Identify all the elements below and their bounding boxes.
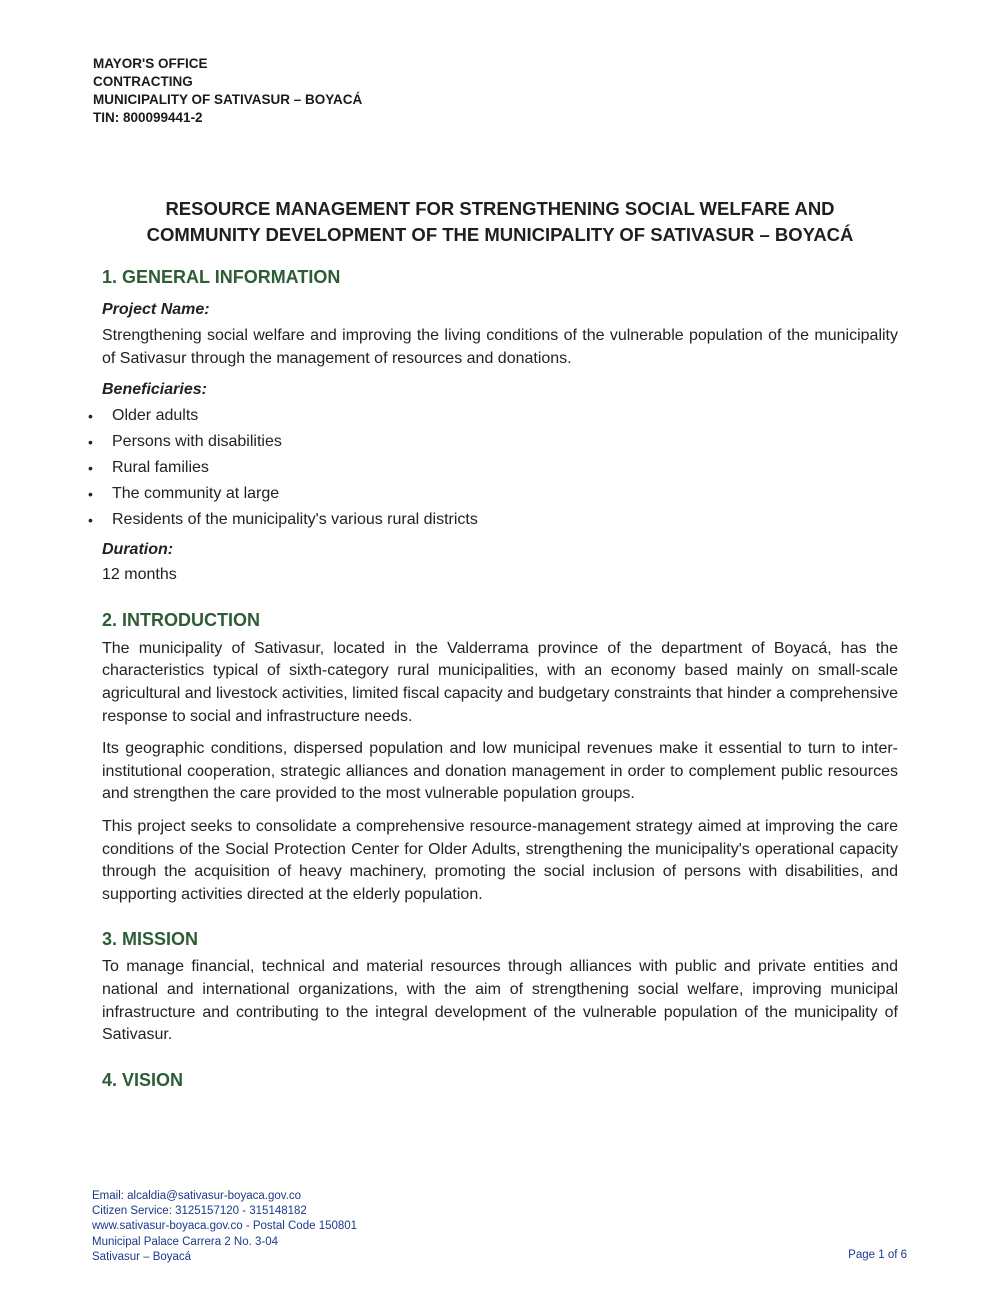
header-department: CONTRACTING bbox=[93, 74, 193, 89]
duration-text: 12 months bbox=[102, 566, 177, 584]
bullet-icon: • bbox=[88, 434, 93, 451]
list-item-text: Older adults bbox=[112, 407, 199, 425]
footer-contact bbox=[92, 1189, 357, 1265]
bullet-icon: • bbox=[88, 408, 93, 425]
project-name-label: Project Name: bbox=[102, 301, 210, 318]
page-number: Page 1 of 6 bbox=[848, 1249, 907, 1261]
beneficiaries-list bbox=[88, 403, 898, 533]
footer-city: Sativasur – Boyacá bbox=[92, 1250, 192, 1263]
list-item-text: Rural families bbox=[112, 459, 209, 477]
title-line-1: RESOURCE MANAGEMENT FOR STRENGTHENING SOCIAL WELFARE AND bbox=[165, 198, 835, 219]
letterhead bbox=[93, 55, 362, 127]
section-heading-introduction: 2. INTRODUCTION bbox=[102, 609, 261, 630]
bullet-icon: • bbox=[88, 512, 93, 529]
duration-label: Duration: bbox=[102, 541, 174, 559]
list-item bbox=[88, 455, 898, 481]
document-body bbox=[88, 264, 898, 1093]
header-tin: TIN: 800099441-2 bbox=[93, 110, 203, 125]
footer-website: www.sativasur-boyaca.gov.co - Postal Code 150801 bbox=[92, 1220, 358, 1233]
project-name-text: Strengthening social welfare and improving the living conditions of the vulnerable population of the municipality of Sativasur through the management of resources and donations. bbox=[102, 327, 898, 367]
beneficiaries-label: Beneficiaries: bbox=[102, 381, 207, 399]
bullet-icon: • bbox=[88, 486, 93, 503]
section-heading-mission: 3. MISSION bbox=[102, 929, 199, 950]
footer-address: Municipal Palace Carrera 2 No. 3-04 bbox=[92, 1235, 279, 1248]
list-item-text: Persons with disabilities bbox=[112, 433, 282, 451]
mission-paragraph: To manage financial, technical and material resources through alliances with public and private entities and national and international organizations, with the aim of strengthening social welfare, improving municipal infrastructure and contributing to the integral development of the vulnerable population of the municipality of Sativasur. bbox=[102, 958, 898, 1044]
footer-email: Email: alcaldia@sativasur-boyaca.gov.co bbox=[92, 1190, 301, 1202]
footer-citizen-service: Citizen Service: 3125157120 - 315148182 bbox=[92, 1205, 307, 1218]
header-municipality: MUNICIPALITY OF SATIVASUR – BOYACÁ bbox=[93, 92, 363, 107]
list-item bbox=[88, 403, 898, 429]
introduction-paragraph-3: This project seeks to consolidate a comprehensive resource-management strategy aimed at improving the care conditions of the Social Protection Center for Older Adults, strengthening the municipality's operational capacity through the acquisition of heavy machinery, promoting the social inclusion of persons with disabilities, and supporting activities directed at the elderly population. bbox=[102, 817, 898, 903]
title-line-2: COMMUNITY DEVELOPMENT OF THE MUNICIPALITY OF SATIVASUR – BOYACÁ bbox=[146, 224, 854, 245]
header-office: MAYOR'S OFFICE bbox=[93, 56, 208, 71]
list-item-text: The community at large bbox=[112, 485, 280, 503]
section-heading-general: 1. GENERAL INFORMATION bbox=[102, 267, 341, 287]
introduction-paragraph-1: The municipality of Sativasur, located in the Valderrama province of the department of Boyacá, has the characteristics typical of sixth-category rural municipalities, with an economy based mainly on small-scale agricultural and livestock activities, limited fiscal capacity and budgetary constraints that hinder a comprehensive response to social and infrastructure needs. bbox=[102, 639, 898, 725]
bullet-icon: • bbox=[88, 460, 93, 477]
introduction-paragraph-2: Its geographic conditions, dispersed population and low municipal revenues make it essential to turn to inter-institutional cooperation, strategic alliances and donation management in order to complement public resources and strengthen the care provided to the most vulnerable population groups. bbox=[102, 740, 898, 803]
list-item bbox=[88, 429, 898, 455]
list-item bbox=[88, 507, 898, 533]
document-title bbox=[100, 196, 900, 248]
list-item bbox=[88, 481, 898, 507]
list-item-text: Residents of the municipality's various rural districts bbox=[112, 511, 478, 529]
section-heading-vision: 4. VISION bbox=[102, 1069, 184, 1090]
